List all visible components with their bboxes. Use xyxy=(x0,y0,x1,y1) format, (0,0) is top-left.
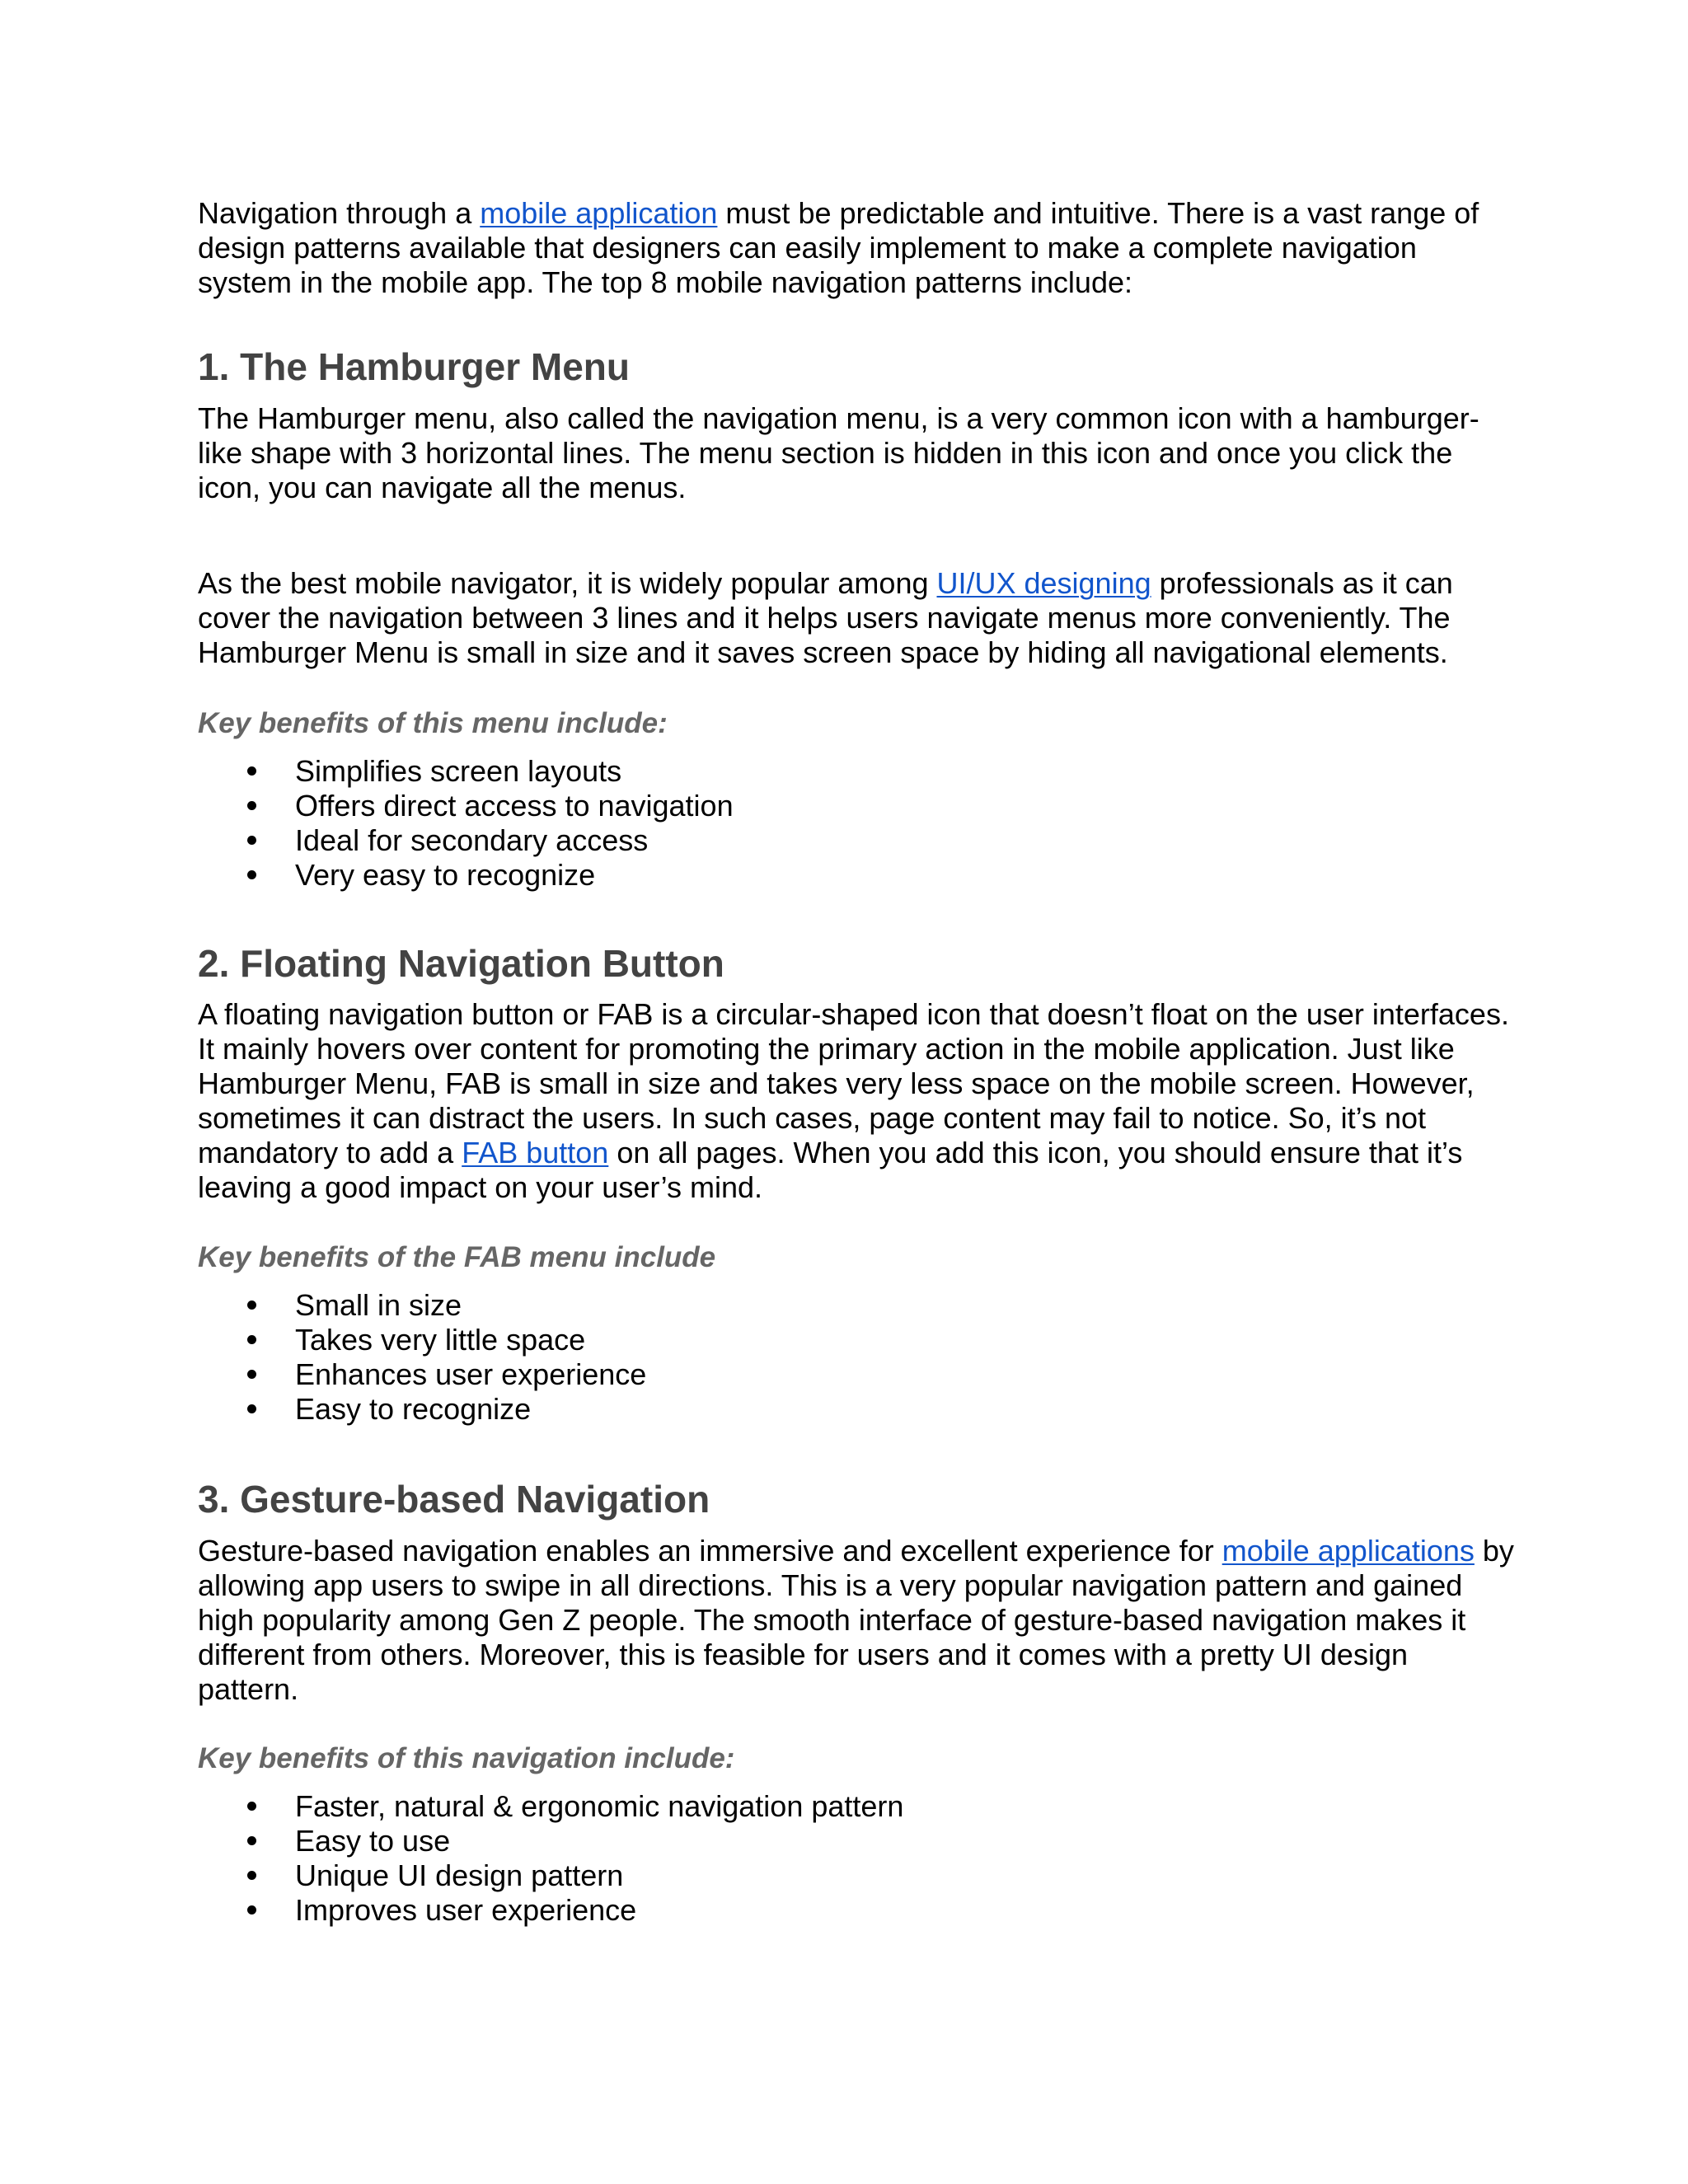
list-item-text: Simplifies screen layouts xyxy=(295,754,622,788)
list-item xyxy=(198,1824,1517,1858)
list-item-text: Enhances user experience xyxy=(295,1357,647,1391)
hamburger-benefits-subheading: Key benefits of this menu include: xyxy=(198,707,668,739)
intro-paragraph xyxy=(198,196,1517,300)
bullet-icon xyxy=(247,1335,256,1344)
list-item xyxy=(198,1357,1517,1392)
list-item-text: Easy to use xyxy=(295,1824,451,1858)
section-heading: 1. The Hamburger Menu xyxy=(198,345,630,388)
list-item xyxy=(198,1893,1517,1928)
section-3-benefits xyxy=(198,1741,1517,1928)
hamburger-p2-text-end: professionals as it can cover the navigation between 3 lines and it helps users navigate menus more conveniently. The Hamburger Menu is small in size and it saves screen space by hiding all navigational elements. xyxy=(198,566,1453,669)
bullet-icon xyxy=(247,1404,256,1413)
section-hamburger-menu xyxy=(198,344,1517,389)
fab-text-start: A floating navigation button or FAB is a circular-shaped icon that doesn’t float on the user interfaces. It mainly hovers over content for promoting the primary action in the mobile application. Just like Hamburger Menu, FAB is small in size and takes very less space on the mobile screen. However, sometimes it can distract the users. In such cases, page content may fail to notice. So, it’s not mandatory to add a xyxy=(198,997,1509,1169)
list-item xyxy=(198,1858,1517,1893)
list-item xyxy=(198,823,1517,858)
bullet-icon xyxy=(247,1802,256,1811)
bullet-icon xyxy=(247,1301,256,1310)
intro-text-end: must be predictable and intuitive. There is a vast range of design patterns available that designers can easily implement to make a complete navigation system in the mobile app. The top 8 mobile navigation patterns include: xyxy=(198,196,1479,299)
bullet-icon xyxy=(247,836,256,845)
section-heading: 2. Floating Navigation Button xyxy=(198,942,724,985)
list-item xyxy=(198,1323,1517,1357)
bullet-icon xyxy=(247,801,256,810)
hamburger-benefits-list xyxy=(198,754,1517,893)
list-item-text: Faster, natural & ergonomic navigation pattern xyxy=(295,1789,904,1823)
list-item-text: Small in size xyxy=(295,1288,462,1322)
bullet-icon xyxy=(247,1370,256,1379)
section-1-body-2 xyxy=(198,566,1517,670)
bullet-icon xyxy=(247,1836,256,1845)
fab-text-end: on all pages. When you add this icon, you should ensure that it’s leaving a good impact on your user’s mind. xyxy=(198,1136,1463,1204)
hamburger-paragraph-2 xyxy=(198,566,1517,670)
bullet-icon xyxy=(247,766,256,776)
list-item-text: Unique UI design pattern xyxy=(295,1858,624,1892)
section-1-body xyxy=(198,401,1517,505)
list-item-text: Offers direct access to navigation xyxy=(295,789,734,823)
section-3-body xyxy=(198,1534,1517,1707)
list-item-text: Very easy to recognize xyxy=(295,858,596,892)
fab-button-link[interactable]: FAB button xyxy=(462,1136,609,1169)
list-item xyxy=(198,789,1517,823)
list-item-text: Takes very little space xyxy=(295,1323,586,1357)
mobile-application-link[interactable]: mobile application xyxy=(480,196,718,230)
gesture-text-start: Gesture-based navigation enables an immersive and excellent experience for xyxy=(198,1534,1222,1568)
section-gesture-based-navigation xyxy=(198,1477,1517,1521)
intro-section xyxy=(198,196,1517,300)
gesture-text-end: by allowing app users to swipe in all directions. This is a very popular navigation pattern and gained high popularity among Gen Z people. The smooth interface of gesture-based navigation makes it different from others. Moreover, this is feasible for users and it comes with a pretty UI design pattern. xyxy=(198,1534,1514,1706)
section-1-benefits xyxy=(198,706,1517,893)
hamburger-paragraph-1: The Hamburger menu, also called the navigation menu, is a very common icon with a hamburger-like shape with 3 horizontal lines. The menu section is hidden in this icon and once you click the icon, you can navigate all the menus. xyxy=(198,401,1479,504)
list-item xyxy=(198,858,1517,893)
gesture-paragraph xyxy=(198,1534,1517,1707)
fab-paragraph xyxy=(198,997,1517,1205)
list-item xyxy=(198,1789,1517,1824)
bullet-icon xyxy=(247,1905,256,1915)
section-floating-navigation-button xyxy=(198,941,1517,986)
list-item xyxy=(198,1288,1517,1323)
intro-text-start: Navigation through a xyxy=(198,196,481,230)
gesture-benefits-subheading: Key benefits of this navigation include: xyxy=(198,1742,735,1774)
hamburger-p2-text-start: As the best mobile navigator, it is widely popular among xyxy=(198,566,937,600)
section-heading: 3. Gesture-based Navigation xyxy=(198,1478,710,1521)
bullet-icon xyxy=(247,870,256,879)
list-item-text: Improves user experience xyxy=(295,1893,637,1927)
ui-ux-designing-link[interactable]: UI/UX designing xyxy=(936,566,1151,600)
fab-benefits-list xyxy=(198,1288,1517,1427)
fab-benefits-subheading: Key benefits of the FAB menu include xyxy=(198,1241,716,1273)
list-item-text: Easy to recognize xyxy=(295,1392,532,1426)
list-item xyxy=(198,1392,1517,1427)
section-2-benefits xyxy=(198,1240,1517,1427)
section-2-body xyxy=(198,997,1517,1205)
mobile-applications-link[interactable]: mobile applications xyxy=(1221,1534,1475,1568)
gesture-benefits-list xyxy=(198,1789,1517,1928)
list-item xyxy=(198,754,1517,789)
list-item-text: Ideal for secondary access xyxy=(295,823,649,857)
bullet-icon xyxy=(247,1871,256,1880)
